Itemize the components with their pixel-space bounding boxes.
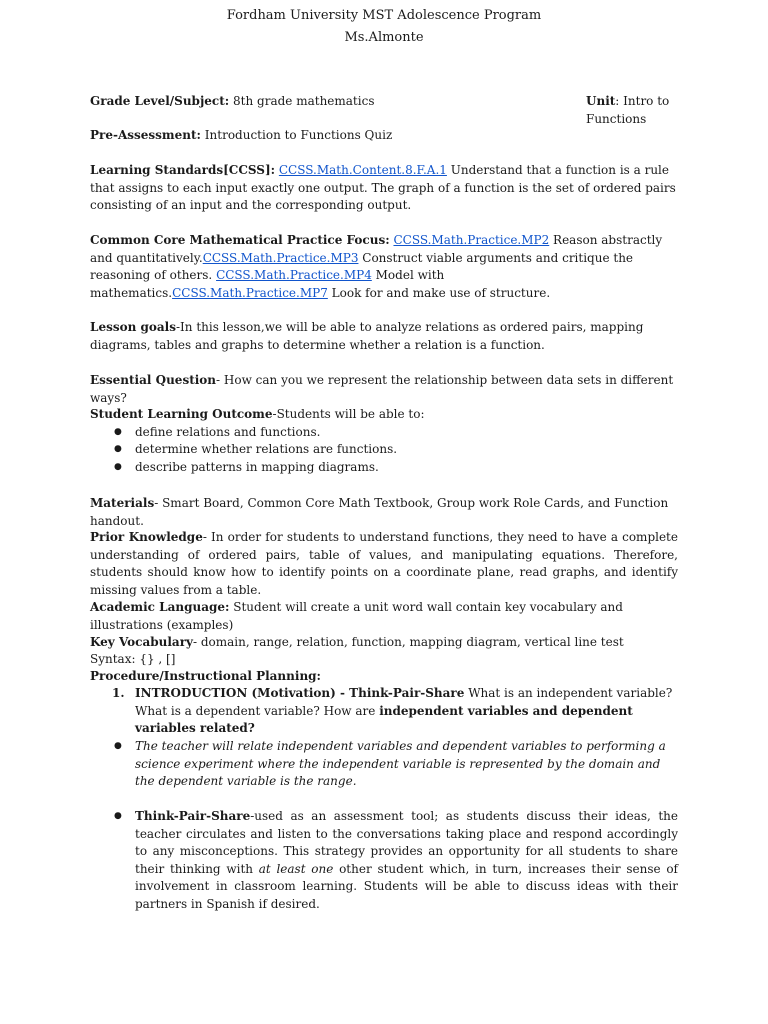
pre-assessment-label: Pre-Assessment: bbox=[90, 128, 201, 142]
teacher-note-text: The teacher will relate independent variables and dependent variables to performing a science experiment where the independent variable is represented by the domain and the dependent variable is the range. bbox=[135, 739, 666, 788]
academic-text: Student will create a unit word wall contain key vocabulary and illustrations (examples) bbox=[90, 600, 623, 632]
intro-paragraph bbox=[90, 685, 678, 738]
practice-focus bbox=[90, 232, 678, 302]
list-item: ● define relations and functions. bbox=[90, 424, 678, 442]
practice-link-mp4[interactable]: CCSS.Math.Practice.MP4 bbox=[216, 268, 372, 282]
practice-text-mp4: Model with mathematics. bbox=[90, 268, 445, 300]
step-number: 1. bbox=[112, 686, 125, 700]
grade-level-line bbox=[90, 93, 678, 126]
practice-link-mp3[interactable]: CCSS.Math.Practice.MP3 bbox=[202, 250, 359, 265]
procedure-step-1 bbox=[90, 685, 678, 738]
procedure-label: Procedure/Instructional Planning: bbox=[90, 669, 321, 683]
vocab-label: Key Vocabulary bbox=[90, 635, 193, 649]
intro-text: What is an independent variable? What is a dependent variable? How are bbox=[135, 686, 673, 718]
tps-italic: at least one bbox=[258, 861, 334, 876]
learning-standards bbox=[90, 162, 678, 215]
essential-question bbox=[90, 372, 678, 407]
pre-assessment-value: Introduction to Functions Quiz bbox=[204, 128, 393, 142]
essential-text: - How can you we represent the relationship between data sets in different ways? bbox=[90, 373, 674, 405]
materials-text: - Smart Board, Common Core Math Textbook, Group work Role Cards, and Function handout. bbox=[90, 496, 669, 528]
outcome-list bbox=[90, 424, 678, 477]
outcome-label: Student Learning Outcome bbox=[90, 407, 273, 421]
practice-text-mp7: Look for and make use of structure. bbox=[327, 285, 551, 300]
prior-text: - In order for students to understand functions, they need to have a complete understanding of ordered pairs, table of values, and manipulating equations. Therefore, students should know how to identify points on a coordinate plane, read graphs, and identify missing values from a table. bbox=[90, 530, 678, 597]
prior-knowledge bbox=[90, 529, 678, 599]
standards-label: Learning Standards[CCSS]: bbox=[90, 163, 276, 177]
lesson-goals bbox=[90, 319, 678, 354]
tps-text-1: -used as an assessment tool; as students discuss their ideas, the teacher circulates and listen to the conversations taking place and respond accordingly to any misconceptions. This strategy provides an opportunity for all students to share their thinking with bbox=[135, 809, 678, 876]
intro-label: INTRODUCTION (Motivation) - Think-Pair-Share bbox=[135, 686, 465, 700]
goals-label: Lesson goals bbox=[90, 320, 176, 334]
unit-label: Unit bbox=[586, 94, 616, 108]
tps-label: Think-Pair-Share bbox=[135, 809, 251, 823]
goals-text: -In this lesson,we will be able to analyze relations as ordered pairs, mapping diagrams, tables and graphs to determine whether a relation is a function. bbox=[90, 320, 644, 352]
academic-language bbox=[90, 599, 678, 634]
standards-text: Understand that a function is a rule that assigns to each input exactly one output. The graph of a function is the set of ordered pairs consisting of an input and the corresponding output. bbox=[90, 163, 676, 212]
bullet-icon: ● bbox=[114, 811, 122, 821]
practice-label: Common Core Mathematical Practice Focus: bbox=[90, 233, 390, 247]
essential-label: Essential Question bbox=[90, 373, 217, 387]
practice-link-mp2[interactable]: CCSS.Math.Practice.MP2 bbox=[393, 233, 550, 247]
unit-value: : Intro to Functions bbox=[586, 94, 670, 126]
academic-label: Academic Language: bbox=[90, 600, 230, 614]
list-item: ● determine whether relations are functions. bbox=[90, 441, 678, 459]
teacher-note bbox=[90, 738, 678, 791]
intro-bold: independent variables and dependent variables related? bbox=[135, 703, 633, 735]
practice-text-mp3: Construct viable arguments and critique the reasoning of others. bbox=[90, 250, 634, 282]
pre-assessment-line bbox=[90, 127, 678, 145]
materials-label: Materials bbox=[90, 496, 155, 510]
teacher-name: Ms.Almonte bbox=[344, 30, 424, 45]
think-pair-share bbox=[90, 808, 678, 913]
learning-outcome bbox=[90, 406, 678, 476]
procedure-heading bbox=[90, 668, 678, 686]
outcome-text: -Students will be able to: bbox=[272, 407, 425, 421]
program-title: Fordham University MST Adolescence Program bbox=[226, 8, 542, 23]
key-vocabulary bbox=[90, 634, 678, 652]
tps-text-2: other student which, in turn, increases their sense of involvement in classroom learning. Students will be able to discuss ideas with their partners in Spanish if desired. bbox=[135, 861, 679, 911]
vocab-text: - domain, range, relation, function, mapping diagram, vertical line test bbox=[193, 635, 624, 649]
list-item: ● describe patterns in mapping diagrams. bbox=[90, 459, 678, 477]
practice-link-mp7[interactable]: CCSS.Math.Practice.MP7 bbox=[172, 285, 328, 300]
syntax-line: Syntax: {} , [] bbox=[90, 652, 176, 666]
outcome-heading bbox=[90, 406, 678, 424]
unit-field bbox=[586, 93, 678, 128]
grade-label: Grade Level/Subject: bbox=[90, 94, 230, 108]
practice-text-mp2: Reason abstractly and quantitatively. bbox=[90, 233, 663, 265]
standard-link-8fa1[interactable]: CCSS.Math.Content.8.F.A.1 bbox=[278, 163, 447, 177]
materials bbox=[90, 495, 678, 530]
bullet-icon: ● bbox=[114, 741, 122, 751]
prior-label: Prior Knowledge bbox=[90, 530, 203, 544]
grade-value: 8th grade mathematics bbox=[233, 94, 375, 108]
